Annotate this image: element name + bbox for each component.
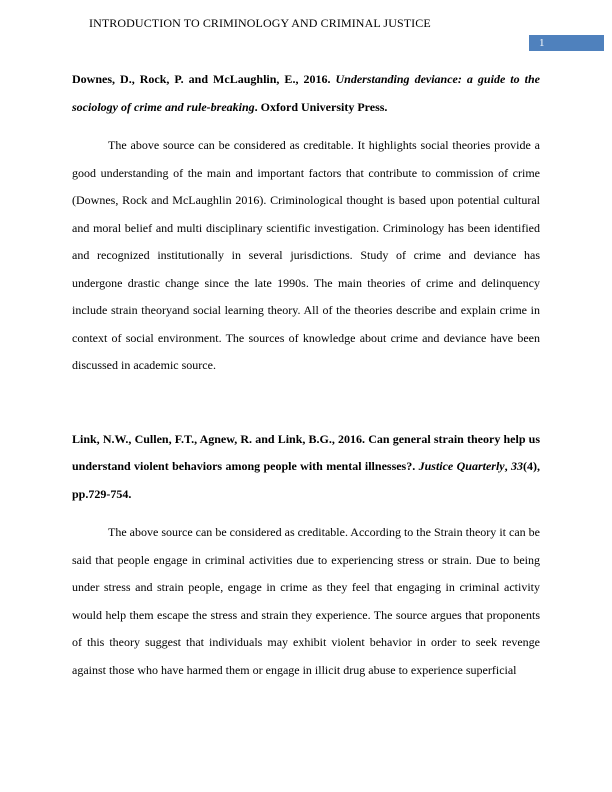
- reference-volume: 33: [511, 459, 523, 473]
- reference-entry: [72, 66, 540, 121]
- reference-journal: Justice Quarterly: [418, 459, 505, 473]
- reference-authors: Link, N.W., Cullen, F.T., Agnew, R. and Link, B.G., 2016. Can general strain theory help us understand violent behaviors among people with mental illnesses?.: [72, 431, 540, 473]
- reference-publisher: . Oxford University Press.: [254, 99, 388, 114]
- reference-title: Understanding deviance: a guide to the sociology of crime and rule-breaking: [72, 72, 540, 114]
- annotation-paragraph: The above source can be considered as creditable. It highlights social theories provide a good understanding of the main and important factors that contribute to commission of crime (Downes, Rock and McLaughlin 2016). Criminological thought is based upon potential cultural and moral belief and multi disciplinary scientific investigation. Criminology has been identified and recognized institutionally in several jurisdictions. Study of crime and deviance has undergone drastic change since the late 1990s. The main theories of crime and delinquency include strain theoryand social learning theory. All of the theories describe and explain crime in context of social environment. The sources of knowledge about crime and deviance have been discussed in academic source.: [72, 138, 540, 372]
- running-head: INTRODUCTION TO CRIMINOLOGY AND CRIMINAL JUSTICE: [89, 16, 431, 30]
- reference-separator: ,: [504, 459, 511, 473]
- annotation-paragraph: The above source can be considered as creditable. According to the Strain theory it can be said that people engage in criminal activities due to experiencing stress or strain. Due to being under stress and strain people, engage in crime as they feel that engaging in criminal activity would help them escape the stress and strain they experience. The source argues that proponents of this theory suggest that individuals may exhibit violent behavior in order to seek revenge against those who have harmed them or engage in illicit drug abuse to experience superficial: [72, 525, 540, 677]
- reference-authors: Downes, D., Rock, P. and McLaughlin, E., 2016.: [72, 72, 336, 86]
- document-body: [72, 66, 540, 684]
- page-number-badge: 1: [529, 35, 604, 51]
- reference-issue-pages: (4), pp.729-754.: [72, 459, 540, 501]
- reference-entry: [72, 426, 540, 509]
